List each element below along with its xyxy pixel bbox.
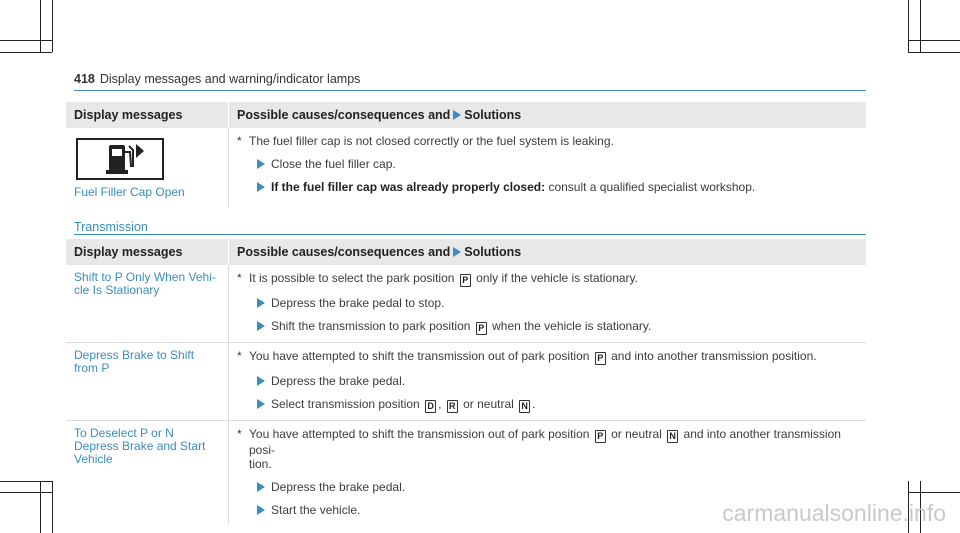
message-label-line: To Deselect P or N <box>74 426 174 440</box>
crop-mark <box>908 52 960 53</box>
solution-step <box>237 157 858 171</box>
cause-text: only if the vehicle is stationary. <box>476 271 638 285</box>
cause-text: The fuel filler cap is not closed correctly or the fuel system is leaking. <box>249 134 614 148</box>
cause-text: It is possible to select the park position <box>249 271 455 285</box>
arrow-right-icon <box>257 182 265 192</box>
step-text: , <box>438 397 442 411</box>
park-key-icon: P <box>476 322 487 335</box>
step-text: Depress the brake pedal to stop. <box>271 296 445 310</box>
fuel-pump-icon <box>76 138 164 180</box>
page-header <box>74 72 360 86</box>
section-rule <box>74 234 866 235</box>
cause-text: and into another transmission posi- <box>249 427 841 457</box>
solution-step <box>237 397 858 413</box>
drive-key-icon: D <box>425 400 436 413</box>
message-label-line: cle Is Stationary <box>74 283 160 297</box>
watermark: carmanualsonline.info <box>722 500 946 526</box>
table-row <box>66 265 866 343</box>
arrow-right-icon <box>257 505 265 515</box>
cause-text: and into another transmission position. <box>611 349 817 363</box>
step-text: when the vehicle is stationary. <box>492 319 652 333</box>
crop-mark <box>52 0 53 52</box>
arrow-right-icon <box>257 399 265 409</box>
message-cell <box>66 128 229 207</box>
crop-mark <box>908 40 960 41</box>
transmission-message-table <box>66 239 866 524</box>
step-text: Depress the brake pedal. <box>271 374 406 388</box>
crop-mark <box>920 0 921 52</box>
cause-line <box>237 271 858 287</box>
park-key-icon: P <box>595 352 606 365</box>
message-label-line: from P <box>74 361 110 375</box>
step-text: Depress the brake pedal. <box>271 480 406 494</box>
solution-cell <box>229 265 867 343</box>
cause-text: You have attempted to shift the transmission out of park position <box>249 349 590 363</box>
crop-mark <box>908 0 909 52</box>
step-text: Close the fuel filler cap. <box>271 157 396 171</box>
column-header-causes-label: Possible causes/consequences and <box>237 245 451 259</box>
message-label-line: Vehicle <box>74 452 113 466</box>
cause-line-continued: tion. <box>249 457 272 471</box>
table-header-row <box>66 102 866 128</box>
message-cell <box>66 265 229 343</box>
arrow-right-icon <box>257 321 265 331</box>
crop-mark <box>40 0 41 52</box>
message-cell <box>66 421 229 525</box>
column-header-causes-label: Possible causes/consequences and <box>237 108 451 122</box>
table-row <box>66 343 866 421</box>
step-text: Select transmission position <box>271 397 420 411</box>
cause-line <box>237 134 858 148</box>
message-fuel-filler-cap-open: Fuel Filler Cap Open <box>74 185 185 199</box>
reverse-key-icon: R <box>447 400 458 413</box>
arrow-right-icon <box>453 247 461 257</box>
section-title: Transmission <box>74 220 148 234</box>
arrow-right-icon <box>257 376 265 386</box>
table-header-row <box>66 239 866 265</box>
solution-cell <box>229 128 867 207</box>
crop-mark <box>0 492 52 493</box>
message-label-line: Depress Brake to Shift <box>74 348 195 362</box>
star-marker: * <box>237 134 242 148</box>
message-cell <box>66 343 229 421</box>
message-label-line: Shift to P Only When Vehi- <box>74 270 216 284</box>
park-key-icon: P <box>460 274 471 287</box>
star-marker: * <box>237 271 242 285</box>
message-label-line: Depress Brake and Start <box>74 439 206 453</box>
neutral-key-icon: N <box>519 400 530 413</box>
step-text: . <box>532 397 536 411</box>
step-text: Shift the transmission to park position <box>271 319 471 333</box>
solution-step <box>237 319 858 335</box>
page-header-title: Display messages and warning/indicator lamps <box>99 72 361 86</box>
solution-step <box>237 480 858 494</box>
cause-text: You have attempted to shift the transmission out of park position <box>249 427 590 441</box>
arrow-right-icon <box>453 110 461 120</box>
fuel-pump-icon-graphic <box>78 140 162 178</box>
column-header-display-messages: Display messages <box>66 102 229 128</box>
cause-text: or neutral <box>611 427 662 441</box>
crop-mark <box>0 52 52 53</box>
solution-step <box>237 180 858 194</box>
step-text: or neutral <box>463 397 514 411</box>
crop-mark <box>0 40 52 41</box>
crop-mark <box>40 481 41 533</box>
column-header-causes <box>229 102 867 128</box>
neutral-key-icon: N <box>667 430 678 443</box>
column-header-causes <box>229 239 867 265</box>
park-key-icon: P <box>595 430 606 443</box>
column-header-display-messages: Display messages <box>66 239 229 265</box>
column-header-solutions-label: Solutions <box>464 245 522 259</box>
solution-step <box>237 374 858 388</box>
star-marker: * <box>237 349 242 363</box>
arrow-right-icon <box>257 159 265 169</box>
arrow-right-icon <box>257 482 265 492</box>
table-row <box>66 128 866 207</box>
solution-step <box>237 296 858 310</box>
cause-line <box>237 427 858 457</box>
crop-mark <box>908 492 960 493</box>
star-marker: * <box>237 427 242 441</box>
cause-line <box>237 349 858 365</box>
crop-mark <box>52 481 53 533</box>
fuel-message-table <box>66 102 866 207</box>
column-header-solutions-label: Solutions <box>464 108 522 122</box>
page-number: 418 <box>74 72 95 86</box>
header-rule <box>74 90 866 91</box>
arrow-right-icon <box>257 298 265 308</box>
solution-cell <box>229 343 867 421</box>
step-condition: If the fuel filler cap was already properly closed: <box>271 180 546 194</box>
step-text: consult a qualified specialist workshop. <box>548 180 756 194</box>
crop-mark <box>0 481 52 482</box>
step-text: Start the vehicle. <box>271 503 361 517</box>
